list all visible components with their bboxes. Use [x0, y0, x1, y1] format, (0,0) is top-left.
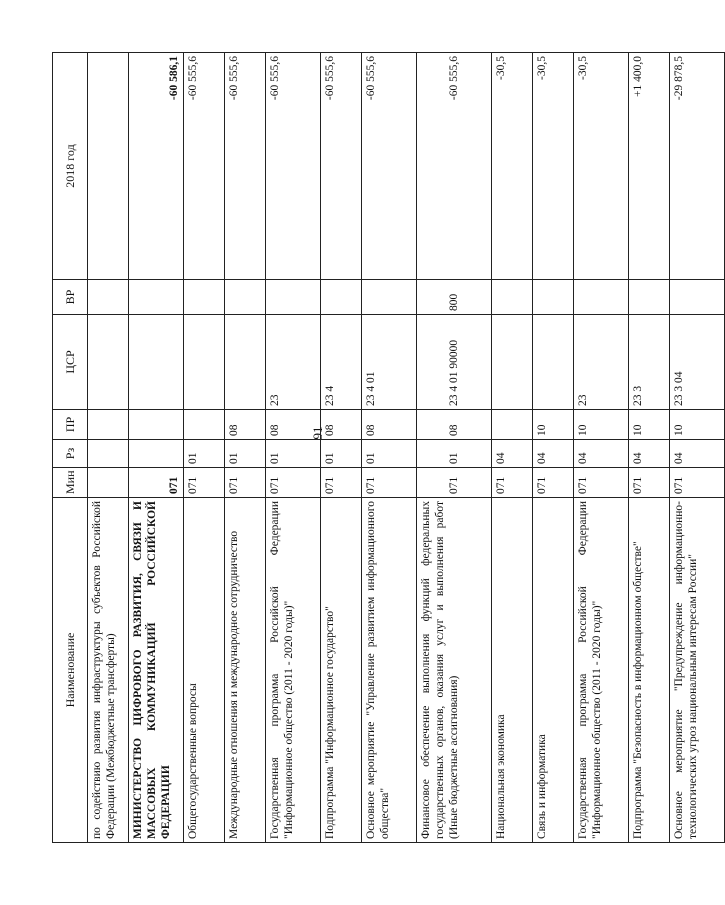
cell-name: Государственная программа Российской Федерации "Информационное общество (2011 - 2020 годы)": [574, 498, 629, 843]
cell-min: 071: [321, 468, 362, 498]
cell-name: Подпрограмма "Безопасность в информационном обществе": [629, 498, 670, 843]
table-row: [321, 53, 362, 843]
cell-name: Государственная программа Российской Федерации "Информационное общество (2011 - 2020 годы)": [266, 498, 321, 843]
cell-value: -60 555,6: [417, 53, 492, 280]
cell-pr: 08: [266, 410, 321, 440]
cell-min: 071: [417, 468, 492, 498]
cell-csr: 23 4 01: [362, 315, 417, 410]
cell-vr: [629, 280, 670, 315]
cell-rz: [129, 440, 184, 468]
table-row: [417, 53, 492, 843]
cell-value: -60 555,6: [321, 53, 362, 280]
cell-pr: 10: [670, 410, 725, 440]
cell-vr: [574, 280, 629, 315]
cell-pr: 08: [225, 410, 266, 440]
header-name: Наименование: [53, 498, 88, 843]
cell-min: 071: [670, 468, 725, 498]
cell-rz: 01: [225, 440, 266, 468]
cell-pr: 08: [321, 410, 362, 440]
cell-csr: 23 3 04: [670, 315, 725, 410]
cell-value: -60 555,6: [362, 53, 417, 280]
cell-vr: [225, 280, 266, 315]
cell-min: 071: [266, 468, 321, 498]
cell-vr: [184, 280, 225, 315]
cell-vr: [492, 280, 533, 315]
cell-min: 071: [362, 468, 417, 498]
table-row: [533, 53, 574, 843]
cell-name: Основное мероприятие "Предупреждение информационно-технологических угроз национальным интересам России": [670, 498, 725, 843]
table-row: [362, 53, 417, 843]
header-row: [53, 53, 88, 843]
table-row: [574, 53, 629, 843]
cell-min: [88, 468, 129, 498]
cell-vr: [266, 280, 321, 315]
cell-min: 071: [129, 468, 184, 498]
cell-value: -60 555,6: [184, 53, 225, 280]
cell-rz: 04: [574, 440, 629, 468]
cell-value: -60 555,6: [266, 53, 321, 280]
cell-vr: [670, 280, 725, 315]
cell-name: МИНИСТЕРСТВО ЦИФРОВОГО РАЗВИТИЯ, СВЯЗИ И МАССОВЫХ КОММУНИКАЦИЙ РОССИЙСКОЙ ФЕДЕРАЦИИ: [129, 498, 184, 843]
table-row: [266, 53, 321, 843]
cell-min: 071: [533, 468, 574, 498]
cell-rz: 01: [362, 440, 417, 468]
cell-min: 071: [225, 468, 266, 498]
cell-csr: [88, 315, 129, 410]
cell-pr: 10: [629, 410, 670, 440]
cell-value: -30,5: [574, 53, 629, 280]
cell-name: Национальная экономика: [492, 498, 533, 843]
cell-value: -30,5: [533, 53, 574, 280]
cell-value: -60 586,1: [129, 53, 184, 280]
cell-pr: 08: [362, 410, 417, 440]
cell-rz: 04: [533, 440, 574, 468]
cell-rz: 04: [629, 440, 670, 468]
budget-table: [52, 52, 725, 843]
cell-name: Международные отношения и международное сотрудничество: [225, 498, 266, 843]
cell-pr: 10: [574, 410, 629, 440]
cell-vr: [321, 280, 362, 315]
cell-vr: [88, 280, 129, 315]
cell-csr: 23 4 01 90000: [417, 315, 492, 410]
cell-vr: [129, 280, 184, 315]
table-row: [129, 53, 184, 843]
header-min: Мин: [53, 468, 88, 498]
cell-name: Основное мероприятие "Управление развитием информационного общества": [362, 498, 417, 843]
cell-csr: [225, 315, 266, 410]
cell-name: Общегосударственные вопросы: [184, 498, 225, 843]
cell-name: Связь и информатика: [533, 498, 574, 843]
cell-csr: 23: [574, 315, 629, 410]
cell-rz: 01: [417, 440, 492, 468]
cell-name: Подпрограмма "Информационное государство": [321, 498, 362, 843]
header-year: 2018 год: [53, 53, 88, 280]
cell-csr: 23 4: [321, 315, 362, 410]
cell-min: 071: [492, 468, 533, 498]
cell-rz: 01: [266, 440, 321, 468]
table-row: [88, 53, 129, 843]
cell-vr: 800: [417, 280, 492, 315]
cell-pr: [184, 410, 225, 440]
cell-name: Финансовое обеспечение выполнения функций федеральных государственных органов, оказания услуг и выполнения работ (Иные бюджетные ассигнования): [417, 498, 492, 843]
table-row: [670, 53, 725, 843]
cell-pr: 10: [533, 410, 574, 440]
cell-csr: [184, 315, 225, 410]
cell-min: 071: [574, 468, 629, 498]
cell-pr: [88, 410, 129, 440]
cell-csr: 23 3: [629, 315, 670, 410]
cell-rz: 01: [184, 440, 225, 468]
cell-rz: 04: [670, 440, 725, 468]
table-row: [492, 53, 533, 843]
header-pr: ПР: [53, 410, 88, 440]
cell-rz: 04: [492, 440, 533, 468]
header-csr: ЦСР: [53, 315, 88, 410]
cell-csr: [129, 315, 184, 410]
cell-vr: [533, 280, 574, 315]
rotated-table-container: [52, 53, 700, 843]
cell-pr: [129, 410, 184, 440]
cell-value: +1 400,0: [629, 53, 670, 280]
cell-pr: [492, 410, 533, 440]
cell-vr: [362, 280, 417, 315]
cell-csr: [533, 315, 574, 410]
cell-pr: 08: [417, 410, 492, 440]
cell-name: по содействию развития инфраструктуры субъектов Российской Федерации (Межбюджетные трансферты): [88, 498, 129, 843]
cell-rz: [88, 440, 129, 468]
cell-csr: [492, 315, 533, 410]
cell-value: -30,5: [492, 53, 533, 280]
header-rz: Рз: [53, 440, 88, 468]
cell-value: [88, 53, 129, 280]
header-vr: ВР: [53, 280, 88, 315]
cell-csr: 23: [266, 315, 321, 410]
table-row: [629, 53, 670, 843]
cell-rz: 01: [321, 440, 362, 468]
cell-min: 071: [184, 468, 225, 498]
table-row: [225, 53, 266, 843]
cell-min: 071: [629, 468, 670, 498]
cell-value: -60 555,6: [225, 53, 266, 280]
page-number: 91: [310, 426, 325, 440]
cell-value: -29 878,5: [670, 53, 725, 280]
table-row: [184, 53, 225, 843]
